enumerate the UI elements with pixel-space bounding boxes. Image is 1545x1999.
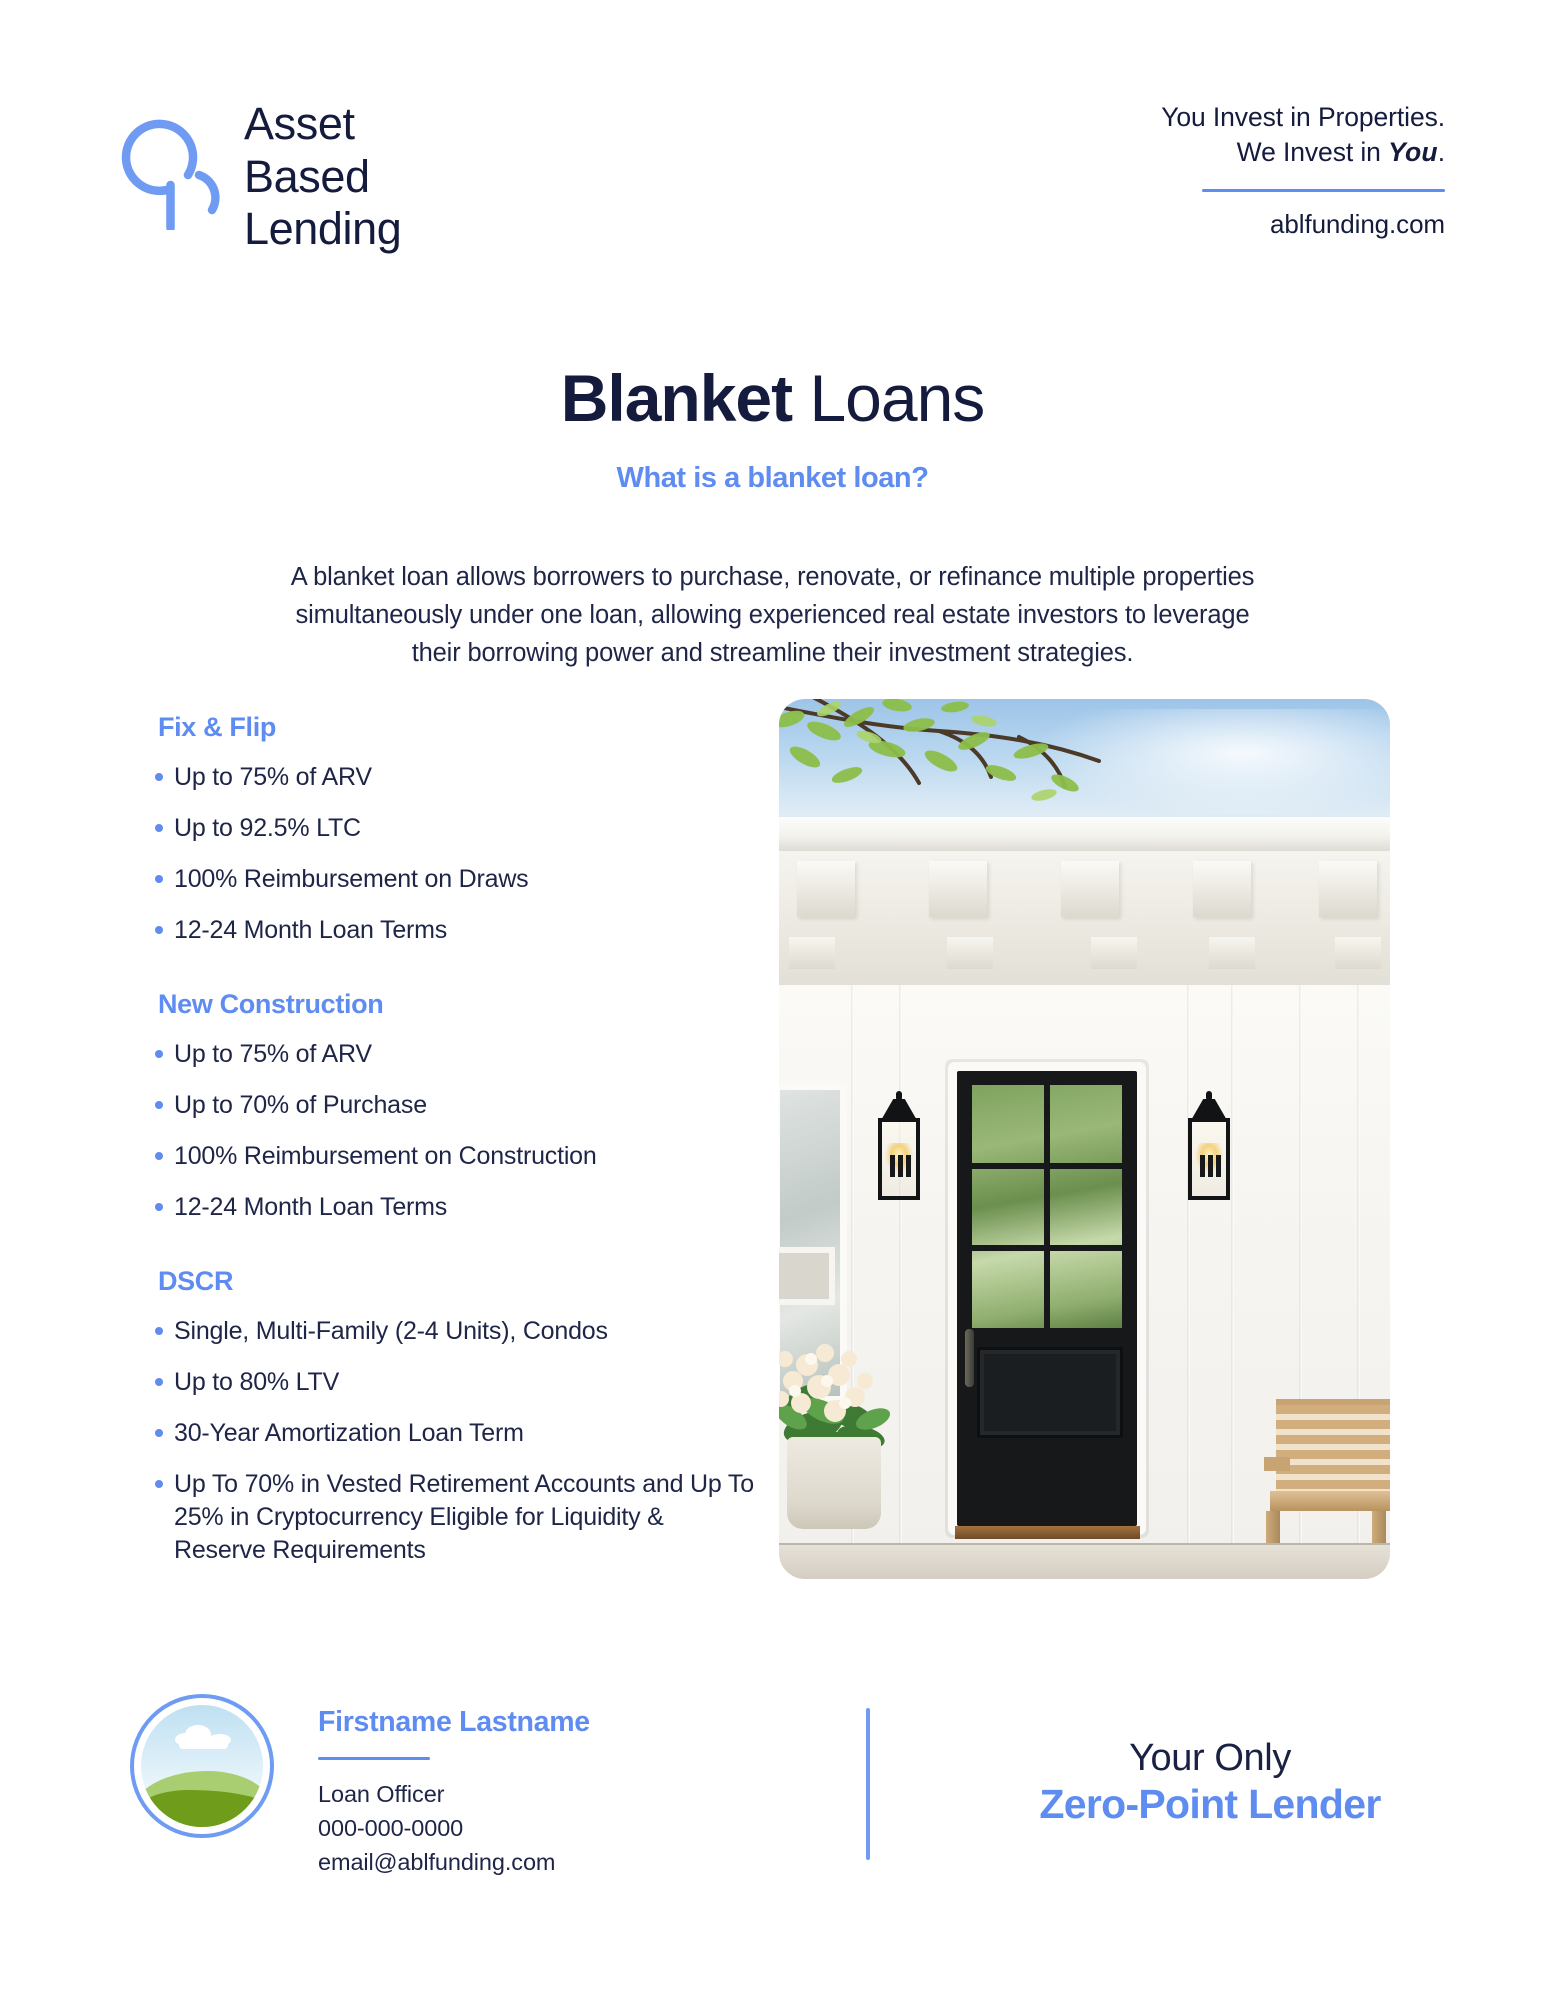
tagline — [1025, 100, 1445, 170]
brand-wordmark — [244, 92, 401, 256]
photo-porch-step — [779, 1543, 1390, 1579]
bullet-list-fix-flip — [155, 761, 755, 947]
photo-wall-lantern-left — [871, 1089, 927, 1207]
hill-dark-shape — [141, 1790, 263, 1827]
photo-ceiling-joist — [1335, 937, 1381, 969]
photo-roof-edge — [779, 817, 1390, 853]
intro-paragraph: A blanket loan allows borrowers to purchase, renovate, or refinance multiple properties simultaneously under one loan, allowing experienced real estate investors to leverage their borrowing power and streamline their investment strategies. — [290, 562, 1255, 667]
loan-officer-card — [130, 1694, 590, 1879]
photo-lantern-cap — [875, 1099, 923, 1119]
photo-door-panel — [977, 1347, 1123, 1438]
photo-door-glass — [972, 1085, 1122, 1328]
page-footer — [0, 1680, 1545, 1920]
photo-interior-wall-art — [779, 1247, 835, 1305]
list-item: 12-24 Month Loan Terms — [155, 1191, 755, 1224]
photo-board-seam — [899, 985, 902, 1579]
list-item: Up to 75% of ARV — [155, 1038, 755, 1071]
tagline-line-2 — [1025, 135, 1445, 170]
page-title-bold: Blanket — [560, 361, 793, 436]
tagline-accent-you: You — [1388, 137, 1438, 168]
tagline-line-1: You Invest in Properties. — [1161, 102, 1445, 132]
brand-word-3: Lending — [244, 203, 402, 255]
page-header — [100, 92, 1445, 255]
loan-programs-list — [155, 712, 755, 1567]
photo-door-threshold — [955, 1526, 1140, 1539]
list-item: Up to 75% of ARV — [155, 761, 755, 794]
contact-details — [318, 1694, 590, 1879]
cloud-icon — [175, 1725, 231, 1749]
photo-lantern-candle — [906, 1155, 911, 1177]
cta-block — [940, 1738, 1480, 1829]
contact-email[interactable]: email@ablfunding.com — [318, 1848, 556, 1875]
list-item: Single, Multi-Family (2-4 Units), Condos — [155, 1315, 755, 1348]
hero-photo-canvas — [779, 699, 1390, 1579]
brand-lockup — [100, 92, 401, 256]
abl-logo-icon — [100, 100, 226, 230]
bullet-list-new-construction — [155, 1038, 755, 1224]
feature-group-new-construction — [155, 989, 755, 1224]
photo-ceiling-joist — [789, 937, 835, 969]
list-item: Up To 70% in Vested Retirement Accounts and Up To 25% in Cryptocurrency Eligible for Liquidity & Reserve Requirements — [155, 1468, 755, 1567]
photo-door-handle — [965, 1329, 974, 1387]
brand-word-1: Asset — [244, 98, 355, 149]
website-url[interactable]: ablfunding.com — [1270, 209, 1445, 240]
tagline-line-2-prefix: We Invest in — [1236, 137, 1389, 168]
photo-rafter — [1061, 861, 1119, 917]
photo-rafter — [1193, 861, 1251, 917]
page-title — [0, 361, 1545, 436]
header-tagline-block — [1025, 100, 1445, 240]
photo-bench-armrest — [1264, 1457, 1290, 1471]
photo-soffit — [779, 851, 1390, 987]
group-title-new-construction: New Construction — [158, 989, 384, 1019]
photo-lantern-candle — [1216, 1155, 1221, 1177]
photo-lantern-candle — [890, 1155, 895, 1177]
list-item: 12-24 Month Loan Terms — [155, 914, 755, 947]
list-item: Up to 92.5% LTC — [155, 812, 755, 845]
feature-group-dscr — [155, 1266, 755, 1567]
photo-rafter — [929, 861, 987, 917]
photo-front-door — [957, 1071, 1137, 1526]
bullet-list-dscr — [155, 1315, 755, 1567]
photo-lantern-candle — [898, 1155, 903, 1177]
avatar — [130, 1694, 274, 1838]
avatar-landscape-icon — [141, 1705, 263, 1827]
contact-role: Loan Officer — [318, 1781, 445, 1807]
tagline-line-2-suffix: . — [1437, 137, 1445, 168]
cta-line-2: Zero-Point Lender — [1039, 1781, 1381, 1828]
contact-divider — [318, 1757, 430, 1760]
brand-word-2: Based — [244, 150, 370, 202]
tagline-divider — [1202, 189, 1445, 192]
list-item: Up to 80% LTV — [155, 1366, 755, 1399]
list-item: 100% Reimbursement on Draws — [155, 863, 755, 896]
photo-lantern-candle — [1200, 1155, 1205, 1177]
feature-group-fix-flip — [155, 712, 755, 947]
photo-board-seam — [1187, 985, 1190, 1579]
photo-board-seam — [1231, 985, 1234, 1579]
contact-name: Firstname Lastname — [318, 1706, 590, 1738]
section-question: What is a blanket loan? — [616, 462, 929, 494]
page-title-light: Loans — [792, 361, 985, 436]
hero-photo — [779, 699, 1390, 1579]
group-title-dscr: DSCR — [158, 1266, 234, 1296]
photo-door-mullion — [972, 1163, 1122, 1169]
photo-ceiling-joist — [1209, 937, 1255, 969]
photo-ceiling-joist — [947, 937, 993, 969]
list-item: 30-Year Amortization Loan Term — [155, 1417, 755, 1450]
cta-line-1: Your Only — [1129, 1737, 1291, 1779]
group-title-fix-flip: Fix & Flip — [158, 712, 277, 742]
footer-vertical-divider — [866, 1708, 870, 1860]
photo-planter-pot — [787, 1437, 881, 1529]
photo-wall-lantern-right — [1181, 1089, 1237, 1207]
photo-bench-backrest — [1276, 1399, 1390, 1493]
photo-door-mullion — [972, 1245, 1122, 1251]
photo-ceiling-joist — [1091, 937, 1137, 969]
list-item: 100% Reimbursement on Construction — [155, 1140, 755, 1173]
photo-lantern-candle — [1208, 1155, 1213, 1177]
photo-lantern-cap — [1185, 1099, 1233, 1119]
photo-bench-seat — [1270, 1491, 1390, 1511]
photo-rafter — [797, 861, 855, 917]
photo-door-mullion — [1044, 1085, 1050, 1328]
list-item: Up to 70% of Purchase — [155, 1089, 755, 1122]
photo-rafter — [1319, 861, 1377, 917]
contact-phone[interactable]: 000-000-0000 — [318, 1814, 464, 1841]
